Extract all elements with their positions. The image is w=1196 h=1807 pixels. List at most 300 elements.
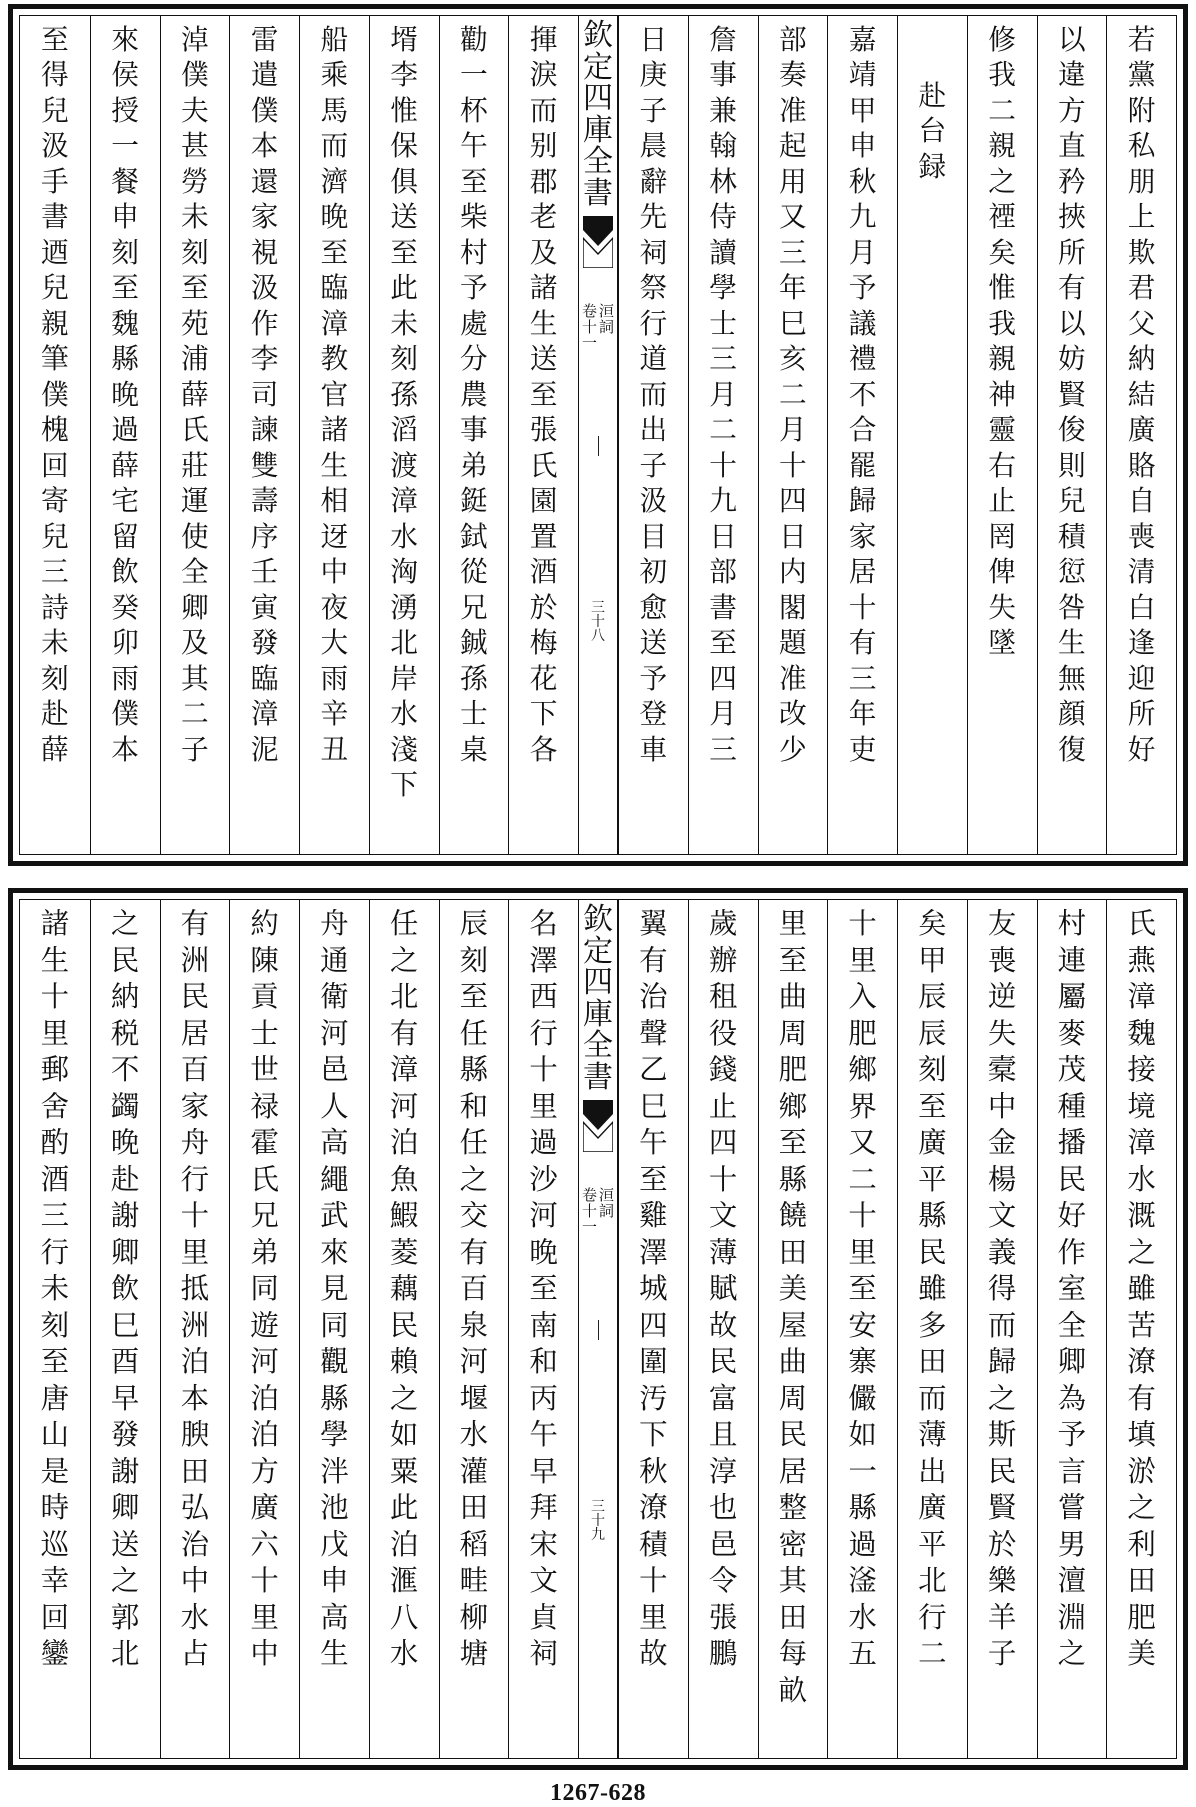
folio-number-char: 三 — [591, 600, 605, 616]
text-char: 至 — [40, 1345, 70, 1379]
right-text-column — [827, 16, 897, 854]
text-char: 約 — [250, 907, 279, 941]
text-char: 渡 — [390, 448, 418, 482]
text-char: 時 — [40, 1491, 70, 1525]
book-title — [599, 1188, 614, 1235]
text-char: 甲 — [848, 93, 877, 127]
text-char: 庚 — [639, 58, 668, 92]
text-char: 任 — [459, 1126, 489, 1160]
text-char: 張 — [708, 1600, 738, 1634]
text-char: 顔 — [1058, 697, 1086, 731]
text-char: 墜 — [988, 626, 1016, 660]
text-char: 交 — [459, 1199, 489, 1233]
text-char: 拜 — [529, 1491, 558, 1525]
text-char: 每 — [778, 1637, 808, 1671]
text-char: 漳 — [389, 1053, 419, 1087]
text-char: 見 — [320, 1272, 349, 1306]
volume-page-number: 1267-628 — [550, 1780, 646, 1806]
text-char: 辰 — [459, 907, 489, 941]
text-char: 矣 — [918, 907, 947, 941]
text-char: 有 — [848, 626, 877, 660]
library-title-char: 庫 — [583, 112, 613, 148]
text-char: 日 — [709, 519, 737, 553]
text-char: 而 — [918, 1381, 947, 1415]
text-char: 卿 — [181, 590, 209, 624]
text-char: 同 — [250, 1272, 279, 1306]
text-char: 刻 — [40, 1308, 70, 1342]
text-char: 授 — [111, 93, 139, 127]
text-char: 畦 — [459, 1564, 489, 1598]
text-char: 園 — [529, 484, 558, 518]
text-char: 使 — [181, 519, 209, 553]
text-char: 而 — [639, 377, 668, 411]
text-char: 縣 — [848, 1491, 877, 1525]
text-char: 稻 — [459, 1527, 489, 1561]
text-char: 白 — [1127, 590, 1156, 624]
right-text-column — [618, 16, 688, 854]
text-char: 通 — [320, 943, 349, 977]
text-char: 方 — [1058, 93, 1086, 127]
text-char: 九 — [709, 484, 737, 518]
text-char: 飲 — [110, 1272, 140, 1306]
left-text-column — [439, 16, 509, 854]
text-char: 多 — [918, 1308, 947, 1342]
text-char: 送 — [390, 200, 418, 234]
text-char: 富 — [708, 1381, 738, 1415]
text-char: 三 — [40, 1199, 70, 1233]
text-char: 生 — [40, 943, 70, 977]
text-char: 書 — [709, 590, 737, 624]
text-char: 刻 — [918, 1053, 947, 1087]
text-char: 之 — [110, 1564, 140, 1598]
text-char: 粟 — [389, 1454, 419, 1488]
text-char: 過 — [848, 1527, 877, 1561]
text-char: 澶 — [1057, 1564, 1087, 1598]
text-char: 登 — [639, 697, 668, 731]
text-char: 池 — [320, 1491, 349, 1525]
text-char: 田 — [918, 1345, 947, 1379]
text-char: 行 — [918, 1600, 947, 1634]
text-char: 文 — [529, 1564, 558, 1598]
text-char: 酒 — [40, 1162, 70, 1196]
text-char: 甚 — [181, 129, 209, 163]
text-char: 村 — [460, 235, 488, 269]
text-char: 澤 — [639, 1235, 668, 1269]
text-char: 西 — [529, 980, 558, 1014]
text-char: 作 — [250, 306, 279, 340]
text-char: 神 — [988, 377, 1016, 411]
text-char: 五 — [848, 1637, 877, 1671]
text-char: 行 — [529, 1016, 558, 1050]
text-char: 遣 — [250, 58, 279, 92]
text-char: 一 — [848, 1454, 877, 1488]
text-char: 巳 — [639, 1089, 668, 1123]
text-char: 魏 — [111, 306, 139, 340]
text-char: 刻 — [111, 235, 139, 269]
text-char: 申 — [848, 129, 877, 163]
text-char: 租 — [708, 980, 738, 1014]
library-title-char: 欽 — [583, 18, 613, 53]
text-char: 廣 — [918, 1126, 947, 1160]
text-char: 水 — [848, 1600, 877, 1634]
bottom-page — [8, 888, 1188, 1770]
text-char: 逆 — [987, 980, 1017, 1014]
text-char: 民 — [389, 1308, 419, 1342]
text-char: 諸 — [320, 413, 349, 447]
text-char: 申 — [320, 1564, 349, 1598]
text-char: 田 — [1127, 1564, 1156, 1598]
text-char: 至 — [709, 626, 737, 660]
text-char: 鄉 — [848, 1053, 877, 1087]
text-char: 圍 — [639, 1345, 668, 1379]
left-text-column — [90, 16, 160, 854]
text-char: 鋌 — [460, 484, 488, 518]
text-char: 賢 — [1058, 377, 1086, 411]
text-char: 廣 — [250, 1491, 279, 1525]
text-char: 任 — [389, 907, 419, 941]
left-text-column — [369, 16, 439, 854]
text-char: 失 — [987, 1016, 1017, 1050]
text-char: 曲 — [778, 980, 808, 1014]
text-char: 滔 — [390, 413, 418, 447]
text-char: 民 — [778, 1418, 808, 1452]
text-char: 送 — [529, 342, 558, 376]
text-char: 全 — [1057, 1308, 1087, 1342]
text-char: 修 — [988, 22, 1016, 56]
text-char: 至 — [181, 271, 209, 305]
library-title-char: 全 — [583, 1028, 613, 1063]
text-char: 淖 — [181, 22, 209, 56]
text-char: 及 — [529, 235, 558, 269]
text-char: 所 — [1058, 235, 1086, 269]
text-char: 迎 — [1127, 661, 1156, 695]
juan-label — [582, 1188, 597, 1235]
text-char: 禋 — [988, 200, 1016, 234]
text-char: 出 — [918, 1454, 947, 1488]
text-char: 親 — [41, 306, 69, 340]
text-char: 民 — [180, 980, 210, 1014]
text-char: 里 — [639, 1600, 668, 1634]
text-char: 初 — [639, 555, 668, 589]
top-page-frame — [19, 15, 1177, 855]
text-char: 老 — [529, 200, 558, 234]
text-char: 肥 — [1127, 1600, 1156, 1634]
text-char: 侍 — [709, 200, 737, 234]
text-char: 孫 — [460, 661, 488, 695]
text-char: 内 — [779, 555, 807, 589]
right-text-column — [618, 900, 688, 1758]
text-char: 辦 — [708, 943, 738, 977]
text-char: 潦 — [1127, 1345, 1156, 1379]
text-char: 友 — [987, 907, 1017, 941]
text-char: 藕 — [389, 1272, 419, 1306]
text-char: 學 — [320, 1418, 349, 1452]
text-char: 泊 — [180, 1345, 210, 1379]
text-char: 之 — [110, 907, 140, 941]
library-title — [579, 904, 617, 1093]
text-char: 楊 — [987, 1162, 1017, 1196]
text-char: 兒 — [1058, 484, 1086, 518]
text-char: 迓 — [320, 519, 349, 553]
text-char: 止 — [988, 484, 1016, 518]
text-char: 午 — [529, 1418, 558, 1452]
text-char: 予 — [460, 271, 488, 305]
text-char: 其 — [181, 661, 209, 695]
text-char: 田 — [778, 1235, 808, 1269]
right-text-column — [1106, 16, 1176, 854]
text-char: 中 — [180, 1564, 210, 1598]
text-char: 薛 — [41, 732, 69, 766]
text-char: 弟 — [460, 448, 488, 482]
text-char: 廣 — [918, 1491, 947, 1525]
juan-char: 十 — [581, 1201, 597, 1220]
text-char: 學 — [709, 271, 737, 305]
text-char: 大 — [320, 626, 349, 660]
folio-number — [579, 601, 617, 643]
text-char: 二 — [988, 93, 1016, 127]
text-char: 種 — [1057, 1089, 1087, 1123]
text-char: 十 — [250, 1564, 279, 1598]
text-char: 八 — [389, 1600, 419, 1634]
text-char: 予 — [639, 661, 668, 695]
text-char: 靈 — [988, 413, 1016, 447]
text-char: 洲 — [180, 943, 210, 977]
text-char: 則 — [1058, 448, 1086, 482]
text-char: 俱 — [390, 164, 418, 198]
text-char: 過 — [529, 1126, 558, 1160]
text-char: 柳 — [459, 1600, 489, 1634]
text-char: 戊 — [320, 1527, 349, 1561]
text-char: 手 — [41, 164, 69, 198]
text-char: 名 — [529, 907, 558, 941]
text-char: 酌 — [40, 1126, 70, 1160]
text-char: 十 — [639, 1564, 668, 1598]
text-char: 高 — [320, 1126, 349, 1160]
book-title-and-juan — [579, 1188, 617, 1235]
text-char: 丑 — [320, 732, 349, 766]
text-char: 兼 — [709, 93, 737, 127]
text-char: 滙 — [389, 1564, 419, 1598]
text-char: 夜 — [320, 590, 349, 624]
text-char: 辰 — [918, 1016, 947, 1050]
text-char: 至 — [111, 271, 139, 305]
book-title — [599, 304, 614, 351]
text-char: 腴 — [180, 1418, 210, 1452]
text-char: 子 — [181, 732, 209, 766]
text-char: 違 — [1058, 58, 1086, 92]
text-char: 舟 — [320, 907, 349, 941]
right-text-column — [967, 900, 1037, 1758]
text-char: 來 — [320, 1235, 349, 1269]
text-char: 予 — [1057, 1418, 1087, 1452]
text-char: 曲 — [778, 1345, 808, 1379]
text-char: 俾 — [988, 555, 1016, 589]
text-char: 序 — [250, 519, 279, 553]
text-char: 塘 — [459, 1637, 489, 1671]
text-char: 民 — [918, 1235, 947, 1269]
text-char: 此 — [390, 271, 418, 305]
text-char: 舍 — [40, 1089, 70, 1123]
text-char: 道 — [639, 342, 668, 376]
text-char: 午 — [639, 1126, 668, 1160]
text-char: 諸 — [40, 907, 70, 941]
text-char: 泊 — [389, 1126, 419, 1160]
juan-label — [582, 304, 597, 351]
text-char: 卯 — [111, 626, 139, 660]
text-char: 入 — [848, 980, 877, 1014]
text-char: 舟 — [180, 1126, 210, 1160]
text-char: 燕 — [1127, 943, 1156, 977]
text-char: 刻 — [181, 235, 209, 269]
text-char: 下 — [639, 1418, 668, 1452]
text-char: 居 — [180, 1016, 210, 1050]
text-char: 縣 — [778, 1162, 808, 1196]
text-char: 全 — [181, 555, 209, 589]
text-char: 同 — [320, 1308, 349, 1342]
text-char: 淵 — [1057, 1600, 1087, 1634]
text-char: 兒 — [41, 93, 69, 127]
text-char: 澤 — [529, 943, 558, 977]
text-char: 連 — [1057, 943, 1087, 977]
text-char: 十 — [709, 448, 737, 482]
text-char: 薄 — [708, 1235, 738, 1269]
text-char: 水 — [390, 697, 418, 731]
text-char: 勸 — [460, 22, 488, 56]
text-char: 汲 — [41, 129, 69, 163]
text-char: 辛 — [320, 697, 349, 731]
text-char: 以 — [1058, 306, 1086, 340]
bottom-page-frame — [19, 899, 1177, 1759]
folio-number-char: 十 — [591, 1513, 605, 1529]
text-char: 未 — [181, 200, 209, 234]
text-char: 俊 — [1058, 413, 1086, 447]
top-page — [8, 4, 1188, 866]
text-char: 故 — [708, 1308, 738, 1342]
text-char: 壻 — [390, 22, 418, 56]
text-char: 里 — [529, 1089, 558, 1123]
text-char: 雖 — [918, 1272, 947, 1306]
text-char: 百 — [180, 1053, 210, 1087]
text-char: 丙 — [529, 1381, 558, 1415]
left-text-column — [20, 16, 90, 854]
text-char: 喪 — [1127, 519, 1156, 553]
text-char: 年 — [848, 697, 877, 731]
text-char: 界 — [848, 1089, 877, 1123]
text-char: 之 — [987, 1381, 1017, 1415]
text-char: 四 — [639, 1308, 668, 1342]
text-char: 一 — [111, 129, 139, 163]
text-char: 納 — [110, 980, 140, 1014]
text-char: 月 — [848, 235, 877, 269]
text-char: 侯 — [111, 58, 139, 92]
text-char: 祠 — [529, 1637, 558, 1671]
text-char: 之 — [1057, 1637, 1087, 1671]
text-char: 赴 — [918, 78, 947, 112]
left-text-column — [299, 900, 369, 1758]
text-char: 泊 — [389, 1527, 419, 1561]
text-char: 畝 — [778, 1673, 808, 1707]
book-title-char: 洹 — [599, 302, 615, 320]
text-char: 出 — [639, 413, 668, 447]
text-char: 我 — [988, 306, 1016, 340]
left-text-column — [229, 16, 299, 854]
text-char: 士 — [460, 697, 488, 731]
text-char: 勞 — [181, 164, 209, 198]
text-char: 下 — [390, 768, 418, 802]
text-char: 三 — [848, 661, 877, 695]
text-char: 和 — [529, 1345, 558, 1379]
text-char: 斯 — [987, 1418, 1017, 1452]
text-char: 治 — [639, 980, 668, 1014]
text-char: 平 — [918, 1162, 947, 1196]
text-char: 居 — [848, 555, 877, 589]
text-char: 予 — [848, 271, 877, 305]
text-char: 繩 — [320, 1162, 349, 1196]
text-char: 至 — [918, 1089, 947, 1123]
text-char: 幸 — [40, 1564, 70, 1598]
text-char: 漳 — [250, 697, 279, 731]
text-char: 水 — [180, 1600, 210, 1634]
text-char: 來 — [111, 22, 139, 56]
text-char: 私 — [1127, 129, 1156, 163]
text-char: 如 — [848, 1418, 877, 1452]
text-char: 起 — [779, 129, 807, 163]
text-char: 十 — [848, 590, 877, 624]
text-char: 生 — [1058, 626, 1086, 660]
text-char: 利 — [1127, 1527, 1156, 1561]
text-char: 赴 — [110, 1162, 140, 1196]
text-char: 運 — [181, 484, 209, 518]
text-char: 中 — [320, 555, 349, 589]
text-char: 故 — [639, 1637, 668, 1671]
text-char: 自 — [1127, 484, 1156, 518]
text-char: 宅 — [111, 484, 139, 518]
text-char: 百 — [459, 1272, 489, 1306]
text-char: 田 — [180, 1454, 210, 1488]
text-char: 鵬 — [708, 1637, 738, 1671]
library-title — [579, 20, 617, 209]
text-char: 留 — [111, 519, 139, 553]
text-char: 田 — [778, 1600, 808, 1634]
text-char: 村 — [1057, 907, 1087, 941]
text-char: 之 — [988, 164, 1016, 198]
text-char: 是 — [40, 1454, 70, 1488]
text-char: 山 — [40, 1418, 70, 1452]
text-char: 郡 — [529, 164, 558, 198]
text-char: 縣 — [459, 1053, 489, 1087]
text-char: 失 — [988, 590, 1016, 624]
text-char: 觀 — [320, 1345, 349, 1379]
text-char: 杯 — [460, 93, 488, 127]
juan-char: 一 — [581, 333, 597, 352]
text-char: 整 — [778, 1491, 808, 1525]
right-text-column — [1106, 900, 1176, 1758]
library-title-char: 四 — [583, 965, 613, 1000]
text-char: 禮 — [848, 342, 877, 376]
text-char: 肥 — [848, 1016, 877, 1050]
text-char: 所 — [1127, 697, 1156, 731]
text-char: 清 — [1127, 555, 1156, 589]
text-char: 弟 — [250, 1235, 279, 1269]
text-char: 於 — [529, 590, 558, 624]
text-char: 南 — [529, 1308, 558, 1342]
text-char: 船 — [320, 22, 349, 56]
page-centre-band — [578, 900, 618, 1758]
text-char: 二 — [181, 697, 209, 731]
right-text-column — [688, 16, 758, 854]
text-char: 縣 — [918, 1199, 947, 1233]
text-char: 保 — [390, 129, 418, 163]
